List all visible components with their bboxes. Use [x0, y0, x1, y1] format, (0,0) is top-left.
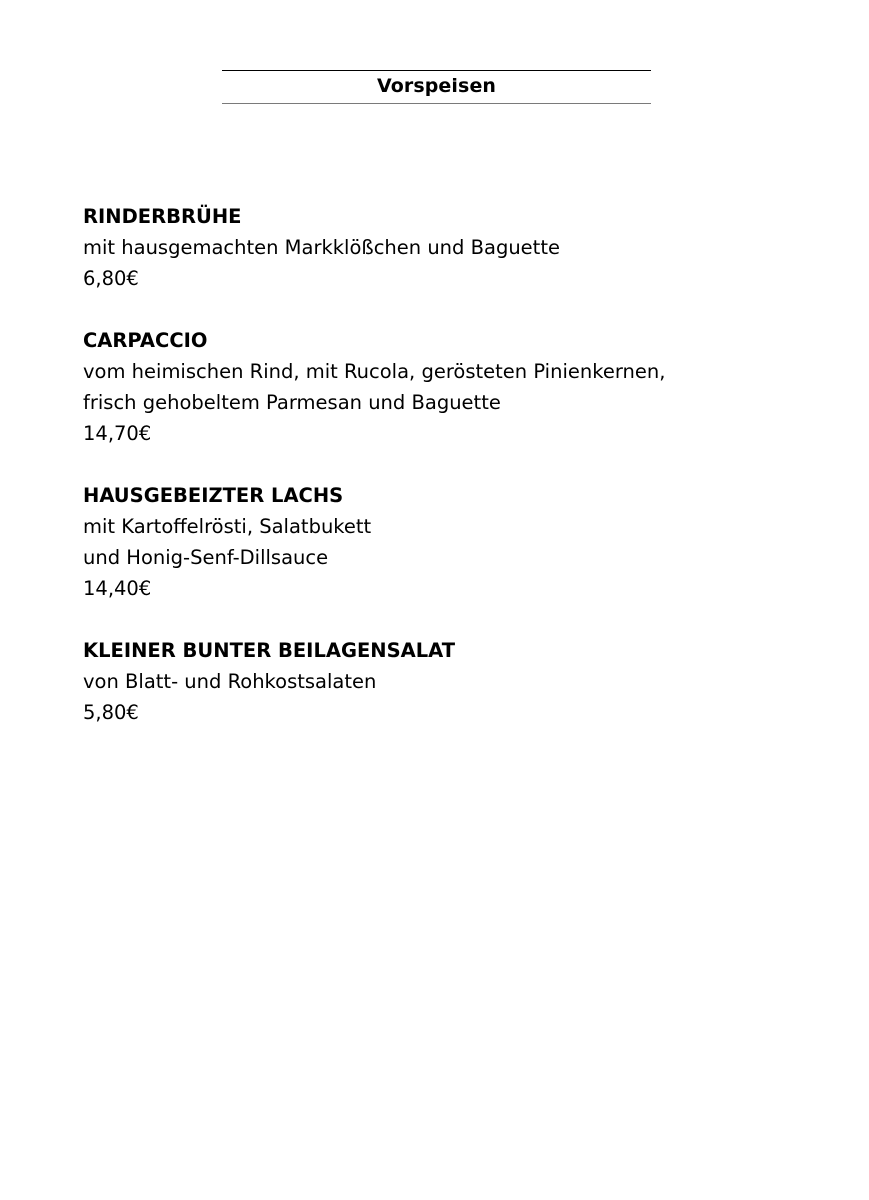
section-title: Vorspeisen [376, 75, 497, 97]
menu-item-hausgebeizter-lachs [83, 480, 823, 604]
item-name: CARPACCIO [83, 329, 208, 352]
item-price: 5,80€ [83, 701, 139, 724]
item-description: mit Kartoffelrösti, Salatbukett [83, 515, 372, 538]
menu-list [83, 201, 823, 759]
item-name: KLEINER BUNTER BEILAGENSALAT [83, 639, 456, 662]
item-price: 6,80€ [83, 267, 139, 290]
item-description: vom heimischen Rind, mit Rucola, gerösteten Pinienkernen, [83, 360, 666, 383]
item-description: mit hausgemachten Markklößchen und Baguette [83, 236, 560, 259]
menu-item-rinderbruehe [83, 201, 823, 294]
menu-item-beilagensalat [83, 635, 823, 728]
item-name: HAUSGEBEIZTER LACHS [83, 484, 344, 507]
item-description: und Honig-Senf-Dillsauce [83, 546, 329, 569]
item-description: von Blatt- und Rohkostsalaten [83, 670, 377, 693]
item-description: frisch gehobeltem Parmesan und Baguette [83, 391, 501, 414]
menu-item-carpaccio [83, 325, 823, 449]
item-price: 14,70€ [83, 422, 152, 445]
item-name: RINDERBRÜHE [83, 205, 242, 228]
item-price: 14,40€ [83, 577, 152, 600]
section-header [222, 70, 651, 104]
